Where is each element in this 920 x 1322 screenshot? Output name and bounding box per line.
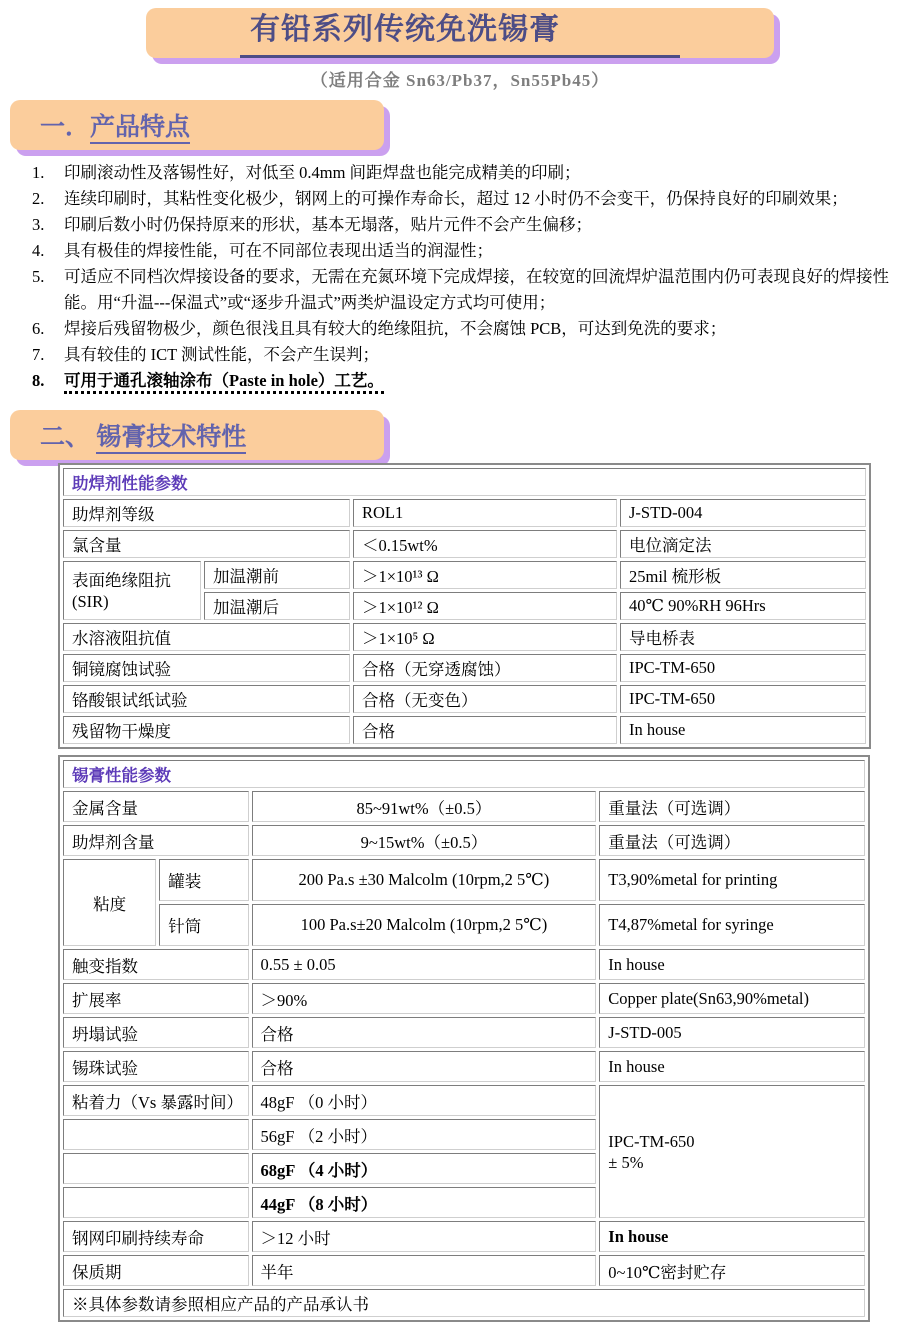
table-row	[63, 561, 866, 589]
footnote-cell: ※具体参数请参照相应产品的产品承认书	[63, 1289, 865, 1317]
value-cell: ＞1×10¹³ Ω	[353, 561, 617, 589]
method-cell: 导电桥表	[620, 623, 866, 651]
method-cell: 25mil 梳形板	[620, 561, 866, 589]
value-cell: 48gF （0 小时）	[252, 1085, 597, 1116]
section2-heading	[10, 417, 246, 453]
list-item	[18, 238, 912, 264]
list-item-number: 4.	[32, 241, 45, 260]
method-cell: In house	[620, 716, 866, 744]
param-cell: 助焊剂含量	[63, 825, 249, 856]
table-row	[63, 654, 866, 682]
value-cell: 56gF （2 小时）	[252, 1119, 597, 1150]
param-cell: 金属含量	[63, 791, 249, 822]
list-item-number: 1.	[32, 163, 45, 182]
section1-heading	[10, 107, 190, 143]
table-row	[63, 904, 865, 946]
section2-title: 锡膏技术特性	[96, 424, 246, 454]
param-cell: 铬酸银试纸试验	[63, 685, 350, 713]
method-cell: 40℃ 90%RH 96Hrs	[620, 592, 866, 620]
method-cell	[599, 1085, 865, 1218]
list-item-number: 5.	[32, 267, 45, 286]
value-cell: ＞12 小时	[252, 1221, 597, 1252]
list-item-text: 焊接后残留物极少，颜色很浅且具有较大的绝缘阻抗，不会腐蚀 PCB，可达到免洗的要求；	[64, 319, 727, 338]
param-cell: 触变指数	[63, 949, 249, 980]
section1-title: 产品特点	[90, 114, 190, 144]
method-cell: IPC-TM-650	[620, 654, 866, 682]
value-cell: ＞90%	[252, 983, 597, 1014]
table-row	[63, 1051, 865, 1082]
list-item-text: 可适应不同档次焊接设备的要求，无需在充氮环境下完成焊接，在较宽的回流焊炉温范围内仍可表现良好的焊接性能。用“升温---保温式”或“逐步升温式”两类炉温设定方式均可使用；	[64, 267, 889, 312]
tack-method-line2: ± 5%	[608, 1152, 644, 1172]
table-row	[63, 760, 865, 788]
value-cell: 合格	[252, 1017, 597, 1048]
list-item-text: 印刷后数小时仍保持原来的形状，基本无塌落，贴片元件不会产生偏移；	[64, 215, 592, 234]
table-row	[63, 1017, 865, 1048]
product-features-list	[18, 160, 912, 394]
page-title-emphasis: 有铅	[250, 13, 312, 46]
method-cell: In house	[599, 949, 865, 980]
list-item-number: 6.	[32, 319, 45, 338]
table-row	[63, 1221, 865, 1252]
param-cell: 助焊剂等级	[63, 499, 350, 527]
section1-number: 一．	[40, 114, 91, 141]
value-cell: 合格	[353, 716, 617, 744]
list-item-text: 印刷滚动性及落锡性好，对低至 0.4mm 间距焊盘也能完成精美的印刷；	[64, 163, 581, 182]
value-cell: ＞1×10¹² Ω	[353, 592, 617, 620]
list-item-number: 3.	[32, 215, 45, 234]
table-row	[63, 499, 866, 527]
table-row	[63, 685, 866, 713]
param-cell: 锡珠试验	[63, 1051, 249, 1082]
paste-performance-table	[58, 755, 870, 1322]
param-cell: 保质期	[63, 1255, 249, 1286]
table-row	[63, 1085, 865, 1116]
sir-label-line1: 表面绝缘阻抗	[72, 570, 171, 590]
param-cell: 扩展率	[63, 983, 249, 1014]
section2-banner	[10, 410, 384, 460]
alloy-subtitle: （适用合金 Sn63/Pb37，Sn55Pb45）	[310, 71, 610, 90]
table-row	[63, 983, 865, 1014]
list-item	[18, 186, 912, 212]
table-row	[63, 530, 866, 558]
table-row	[63, 825, 865, 856]
method-cell: In house	[599, 1051, 865, 1082]
method-cell: In house	[599, 1221, 865, 1252]
param-cell: 粘着力（Vs 暴露时间）	[63, 1085, 249, 1116]
table-row	[63, 468, 866, 496]
list-item-number: 8.	[32, 371, 45, 390]
param-cell: 坍塌试验	[63, 1017, 249, 1048]
empty-cell	[63, 1153, 249, 1184]
section1-banner	[10, 100, 384, 150]
method-cell: 重量法（可选调）	[599, 825, 865, 856]
param-cell	[63, 561, 201, 620]
page-title	[240, 8, 680, 58]
list-item	[18, 368, 912, 394]
section2-number: 二、	[40, 424, 91, 451]
table-section-header: 助焊剂性能参数	[63, 468, 866, 496]
param-cell: 铜镜腐蚀试验	[63, 654, 350, 682]
value-cell: 68gF （4 小时）	[252, 1153, 597, 1184]
table-row	[63, 949, 865, 980]
list-item	[18, 160, 912, 186]
method-cell: J-STD-005	[599, 1017, 865, 1048]
method-cell: J-STD-004	[620, 499, 866, 527]
param-cell: 残留物干燥度	[63, 716, 350, 744]
param-cell: 氯含量	[63, 530, 350, 558]
flux-performance-table	[58, 463, 871, 749]
tack-method-line1: IPC-TM-650	[608, 1131, 695, 1151]
subparam-cell: 加温潮后	[204, 592, 350, 620]
list-item	[18, 212, 912, 238]
value-cell: ROL1	[353, 499, 617, 527]
method-cell: 重量法（可选调）	[599, 791, 865, 822]
value-cell: 0.55 ± 0.05	[252, 949, 597, 980]
title-banner	[146, 8, 774, 58]
value-cell: 合格（无变色）	[353, 685, 617, 713]
value-cell: ＞1×10⁵ Ω	[353, 623, 617, 651]
subparam-cell: 加温潮前	[204, 561, 350, 589]
table-section-header: 锡膏性能参数	[63, 760, 865, 788]
param-cell: 粘度	[63, 859, 156, 946]
list-item-text: 具有极佳的焊接性能，可在不同部位表现出适当的润湿性；	[64, 241, 493, 260]
value-cell: 9~15wt%（±0.5）	[252, 825, 597, 856]
subparam-cell: 针筒	[159, 904, 248, 946]
method-cell: 0~10℃密封贮存	[599, 1255, 865, 1286]
empty-cell	[63, 1187, 249, 1218]
subparam-cell: 罐装	[159, 859, 248, 901]
table-row	[63, 716, 866, 744]
list-item	[18, 264, 912, 316]
method-cell: T4,87%metal for syringe	[599, 904, 865, 946]
param-cell: 水溶液阻抗值	[63, 623, 350, 651]
method-cell: 电位滴定法	[620, 530, 866, 558]
table-row	[63, 1289, 865, 1317]
list-item-text: 具有较佳的 ICT 测试性能，不会产生误判；	[64, 345, 380, 364]
table-row	[63, 791, 865, 822]
table-row	[63, 623, 866, 651]
page-title-rest: 系列传统免洗锡膏	[312, 13, 560, 46]
value-cell: 半年	[252, 1255, 597, 1286]
list-item	[18, 342, 912, 368]
list-item-number: 7.	[32, 345, 45, 364]
list-item	[18, 316, 912, 342]
method-cell: IPC-TM-650	[620, 685, 866, 713]
param-cell: 钢网印刷持续寿命	[63, 1221, 249, 1252]
sir-label-line2: (SIR)	[72, 591, 109, 611]
table-row	[63, 1255, 865, 1286]
value-cell: 合格（无穿透腐蚀）	[353, 654, 617, 682]
list-item-text: 可用于通孔滚轴涂布（Paste in hole）工艺。	[64, 371, 384, 394]
list-item-number: 2.	[32, 189, 45, 208]
table-row	[63, 859, 865, 901]
list-item-text: 连续印刷时，其粘性变化极少，钢网上的可操作寿命长，超过 12 小时仍不会变干，仍保持良好的印刷效果；	[64, 189, 848, 208]
value-cell: ＜0.15wt%	[353, 530, 617, 558]
value-cell: 合格	[252, 1051, 597, 1082]
value-cell: 200 Pa.s ±30 Malcolm (10rpm,2 5℃)	[252, 859, 597, 901]
value-cell: 44gF （8 小时）	[252, 1187, 597, 1218]
value-cell: 100 Pa.s±20 Malcolm (10rpm,2 5℃)	[252, 904, 597, 946]
method-cell: Copper plate(Sn63,90%metal)	[599, 983, 865, 1014]
method-cell: T3,90%metal for printing	[599, 859, 865, 901]
value-cell: 85~91wt%（±0.5）	[252, 791, 597, 822]
empty-cell	[63, 1119, 249, 1150]
